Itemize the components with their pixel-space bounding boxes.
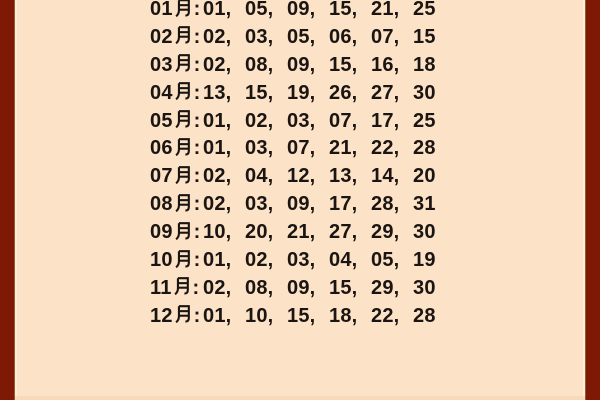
month-number: 07 bbox=[150, 165, 173, 188]
day-value: 09, bbox=[287, 0, 316, 20]
day-value: 29, bbox=[371, 221, 400, 244]
month-label bbox=[150, 52, 203, 80]
day-list bbox=[203, 193, 436, 215]
day-value: 22, bbox=[371, 137, 400, 160]
left-border bbox=[0, 0, 14, 400]
day-value: 27, bbox=[371, 81, 400, 104]
day-value: 20, bbox=[245, 221, 274, 244]
day-list bbox=[203, 26, 436, 48]
day-value: 16, bbox=[371, 53, 400, 76]
colon-separator: : bbox=[193, 249, 201, 272]
yue-month-character-glyph bbox=[174, 0, 193, 18]
day-value: 03, bbox=[245, 25, 274, 48]
day-value: 21, bbox=[371, 0, 400, 20]
day-list bbox=[203, 0, 436, 20]
day-value: 25 bbox=[413, 109, 436, 132]
day-value: 09, bbox=[287, 193, 316, 216]
yue-month-character-glyph bbox=[174, 137, 193, 157]
day-value: 30 bbox=[413, 81, 436, 104]
month-number: 09 bbox=[150, 221, 173, 244]
day-list bbox=[203, 54, 436, 76]
day-value: 18 bbox=[413, 53, 436, 76]
day-value: 31 bbox=[413, 193, 436, 216]
day-value: 20 bbox=[413, 165, 436, 188]
yue-month-character-glyph bbox=[173, 276, 192, 296]
day-value: 03, bbox=[287, 109, 316, 132]
day-value: 02, bbox=[203, 165, 232, 188]
month-label bbox=[150, 303, 203, 331]
day-list bbox=[203, 82, 436, 104]
colon-separator: : bbox=[193, 304, 201, 327]
day-value: 15 bbox=[413, 25, 436, 48]
month-label bbox=[150, 275, 203, 303]
day-value: 29, bbox=[371, 276, 400, 299]
day-value: 06, bbox=[329, 25, 358, 48]
day-value: 30 bbox=[413, 276, 436, 299]
day-value: 28 bbox=[413, 137, 436, 160]
monthly-lucky-days-list bbox=[150, 0, 436, 331]
day-value: 15, bbox=[287, 304, 316, 327]
month-label bbox=[150, 163, 203, 191]
day-list bbox=[203, 110, 436, 132]
day-value: 04, bbox=[245, 165, 274, 188]
day-value: 02, bbox=[203, 276, 232, 299]
yue-month-character-glyph bbox=[174, 193, 193, 213]
day-value: 07, bbox=[371, 25, 400, 48]
day-value: 13, bbox=[203, 81, 232, 104]
month-number: 06 bbox=[150, 137, 173, 160]
colon-separator: : bbox=[193, 81, 201, 104]
month-label bbox=[150, 24, 203, 52]
month-number: 03 bbox=[150, 53, 173, 76]
day-value: 07, bbox=[287, 137, 316, 160]
calendar-row bbox=[150, 0, 436, 24]
month-label bbox=[150, 247, 203, 275]
colon-separator: : bbox=[193, 109, 201, 132]
day-value: 09, bbox=[287, 53, 316, 76]
day-value: 10, bbox=[245, 304, 274, 327]
day-value: 01, bbox=[203, 304, 232, 327]
month-number: 01 bbox=[150, 0, 173, 20]
month-number: 05 bbox=[150, 109, 173, 132]
day-value: 01, bbox=[203, 0, 232, 20]
colon-separator: : bbox=[192, 276, 200, 299]
day-value: 05, bbox=[245, 0, 274, 20]
day-value: 02, bbox=[245, 249, 274, 272]
day-value: 01, bbox=[203, 249, 232, 272]
day-value: 15, bbox=[329, 0, 358, 20]
day-value: 22, bbox=[371, 304, 400, 327]
day-value: 21, bbox=[329, 137, 358, 160]
day-value: 13, bbox=[329, 165, 358, 188]
day-list bbox=[203, 137, 436, 159]
month-number: 08 bbox=[150, 193, 173, 216]
colon-separator: : bbox=[193, 137, 201, 160]
day-value: 21, bbox=[287, 221, 316, 244]
colon-separator: : bbox=[193, 53, 201, 76]
calendar-row bbox=[150, 52, 436, 80]
month-label bbox=[150, 191, 203, 219]
yue-month-character-glyph bbox=[174, 249, 193, 269]
calendar-row bbox=[150, 80, 436, 108]
day-value: 01, bbox=[203, 109, 232, 132]
calendar-row bbox=[150, 163, 436, 191]
calendar-row bbox=[150, 303, 436, 331]
calendar-row bbox=[150, 247, 436, 275]
calendar-row bbox=[150, 275, 436, 303]
day-value: 01, bbox=[203, 137, 232, 160]
day-value: 02, bbox=[203, 25, 232, 48]
day-value: 08, bbox=[245, 276, 274, 299]
colon-separator: : bbox=[193, 193, 201, 216]
month-number: 10 bbox=[150, 249, 173, 272]
month-number: 04 bbox=[150, 81, 173, 104]
month-label bbox=[150, 108, 203, 136]
day-value: 03, bbox=[287, 249, 316, 272]
month-number: 11 bbox=[150, 276, 172, 299]
day-value: 19 bbox=[413, 249, 436, 272]
month-label bbox=[150, 80, 203, 108]
colon-separator: : bbox=[193, 221, 201, 244]
day-value: 04, bbox=[329, 249, 358, 272]
day-value: 03, bbox=[245, 137, 274, 160]
calendar-row bbox=[150, 191, 436, 219]
day-value: 28, bbox=[371, 193, 400, 216]
day-value: 07, bbox=[329, 109, 358, 132]
day-value: 27, bbox=[329, 221, 358, 244]
day-value: 15, bbox=[329, 53, 358, 76]
month-label bbox=[150, 0, 203, 24]
bottom-strip bbox=[15, 396, 585, 400]
yue-month-character-glyph bbox=[174, 53, 193, 73]
yue-month-character-glyph bbox=[174, 81, 193, 101]
day-value: 02, bbox=[203, 53, 232, 76]
yue-month-character-glyph bbox=[174, 221, 193, 241]
colon-separator: : bbox=[193, 0, 201, 20]
day-value: 10, bbox=[203, 221, 232, 244]
day-value: 26, bbox=[329, 81, 358, 104]
day-value: 17, bbox=[371, 109, 400, 132]
month-number: 12 bbox=[150, 304, 173, 327]
day-value: 09, bbox=[287, 276, 316, 299]
day-value: 05, bbox=[371, 249, 400, 272]
yue-month-character-glyph bbox=[174, 165, 193, 185]
day-list bbox=[203, 249, 436, 271]
calendar-row bbox=[150, 135, 436, 163]
yue-month-character-glyph bbox=[174, 109, 193, 129]
day-value: 15, bbox=[245, 81, 274, 104]
calendar-row bbox=[150, 108, 436, 136]
month-label bbox=[150, 135, 203, 163]
day-value: 25 bbox=[413, 0, 436, 20]
day-list bbox=[203, 221, 436, 243]
day-value: 12, bbox=[287, 165, 316, 188]
day-value: 30 bbox=[413, 221, 436, 244]
day-value: 28 bbox=[413, 304, 436, 327]
day-value: 05, bbox=[287, 25, 316, 48]
yue-month-character-glyph bbox=[174, 25, 193, 45]
day-value: 14, bbox=[371, 165, 400, 188]
right-border bbox=[586, 0, 600, 400]
day-value: 03, bbox=[245, 193, 274, 216]
day-value: 18, bbox=[329, 304, 358, 327]
day-list bbox=[203, 165, 436, 187]
day-list bbox=[203, 277, 436, 299]
month-number: 02 bbox=[150, 25, 173, 48]
colon-separator: : bbox=[193, 25, 201, 48]
day-value: 02, bbox=[245, 109, 274, 132]
day-value: 15, bbox=[329, 276, 358, 299]
day-list bbox=[203, 305, 436, 327]
day-value: 02, bbox=[203, 193, 232, 216]
calendar-row bbox=[150, 24, 436, 52]
day-value: 17, bbox=[329, 193, 358, 216]
day-value: 08, bbox=[245, 53, 274, 76]
month-label bbox=[150, 219, 203, 247]
calendar-row bbox=[150, 219, 436, 247]
day-value: 19, bbox=[287, 81, 316, 104]
colon-separator: : bbox=[193, 165, 201, 188]
yue-month-character-glyph bbox=[174, 304, 193, 324]
